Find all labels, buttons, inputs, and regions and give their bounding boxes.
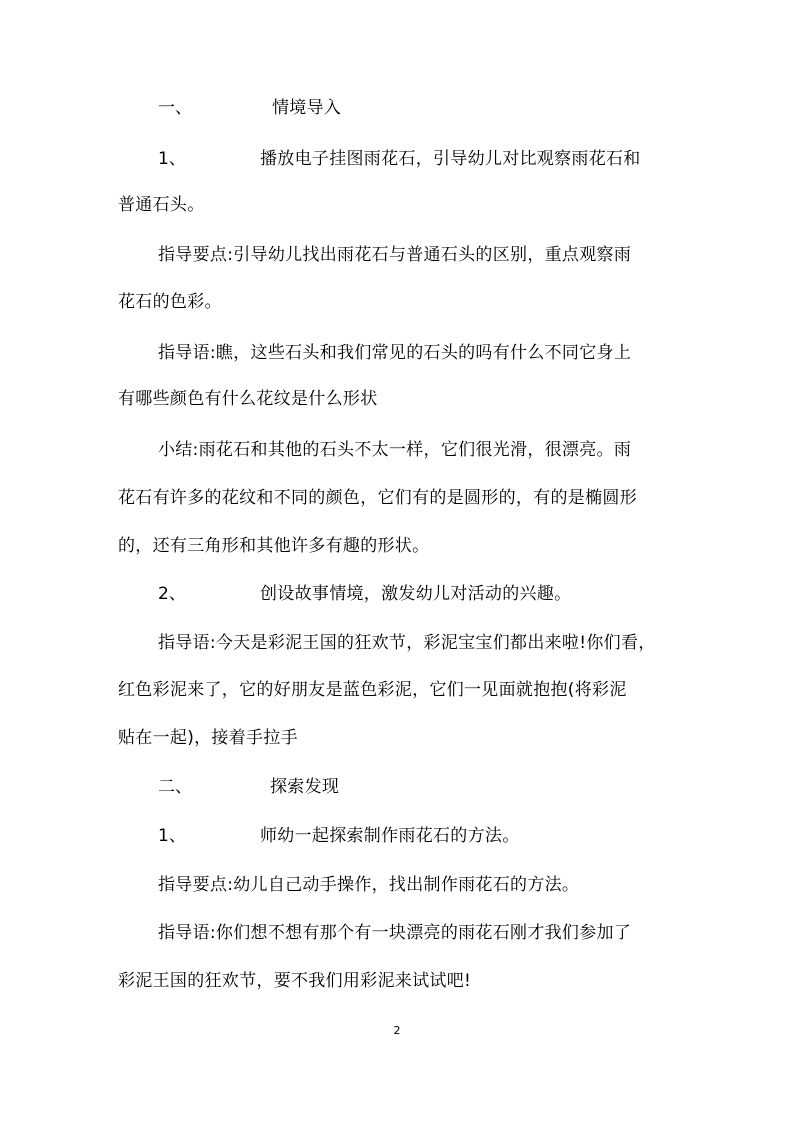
page-number: 2 [393, 1024, 401, 1037]
item-2-1-text: 师幼一起探索制作雨花石的方法。 [260, 826, 520, 846]
item-1-1-text-cont: 普通石头。 [118, 195, 205, 215]
paragraph-summary-cont-2: 的，还有三角形和其他许多有趣的形状。 [118, 536, 430, 556]
item-1-2-number: 2、 [158, 584, 186, 604]
section-2-number: 二、 [158, 777, 192, 797]
paragraph-guidance-speech-2-cont-2: 贴在一起)，接着手拉手 [118, 728, 298, 748]
paragraph-guidance-speech-3-cont: 彩泥王国的狂欢节，要不我们用彩泥来试试吧! [118, 971, 472, 991]
paragraph-guidance-speech-2: 指导语:今天是彩泥王国的狂欢节，彩泥宝宝们都出来啦!你们看， [158, 633, 656, 653]
item-1-1-number: 1、 [158, 149, 186, 169]
item-1-2-text: 创设故事情境，激发幼儿对活动的兴趣。 [260, 584, 572, 604]
paragraph-guidance-speech-3: 指导语:你们想不想有那个有一块漂亮的雨花石刚才我们参加了 [158, 923, 632, 943]
section-1-title: 情境导入 [272, 98, 342, 118]
paragraph-guidance-points-1-cont: 花石的色彩。 [118, 292, 222, 312]
paragraph-guidance-points-2: 指导要点:幼儿自己动手操作，找出制作雨花石的方法。 [158, 875, 580, 895]
paragraph-guidance-speech-1: 指导语:瞧，这些石头和我们常见的石头的吗有什么不同它身上 [158, 343, 632, 363]
paragraph-guidance-speech-1-cont: 有哪些颜色有什么花纹是什么形状 [118, 389, 378, 409]
section-1-number: 一、 [158, 98, 192, 118]
section-2-title: 探索发现 [270, 777, 340, 797]
item-1-1-text: 播放电子挂图雨花石，引导幼儿对比观察雨花石和 [260, 149, 641, 169]
paragraph-summary-cont-1: 花石有许多的花纹和不同的颜色，它们有的是圆形的，有的是椭圆形 [118, 488, 637, 508]
paragraph-summary: 小结:雨花石和其他的石头不太一样，它们很光滑，很漂亮。雨 [158, 440, 632, 460]
paragraph-guidance-speech-2-cont-1: 红色彩泥来了，它的好朋友是蓝色彩泥，它们一见面就抱抱(将彩泥 [118, 680, 627, 700]
item-2-1-number: 1、 [158, 826, 186, 846]
paragraph-guidance-points-1: 指导要点:引导幼儿找出雨花石与普通石头的区别，重点观察雨 [158, 245, 632, 265]
